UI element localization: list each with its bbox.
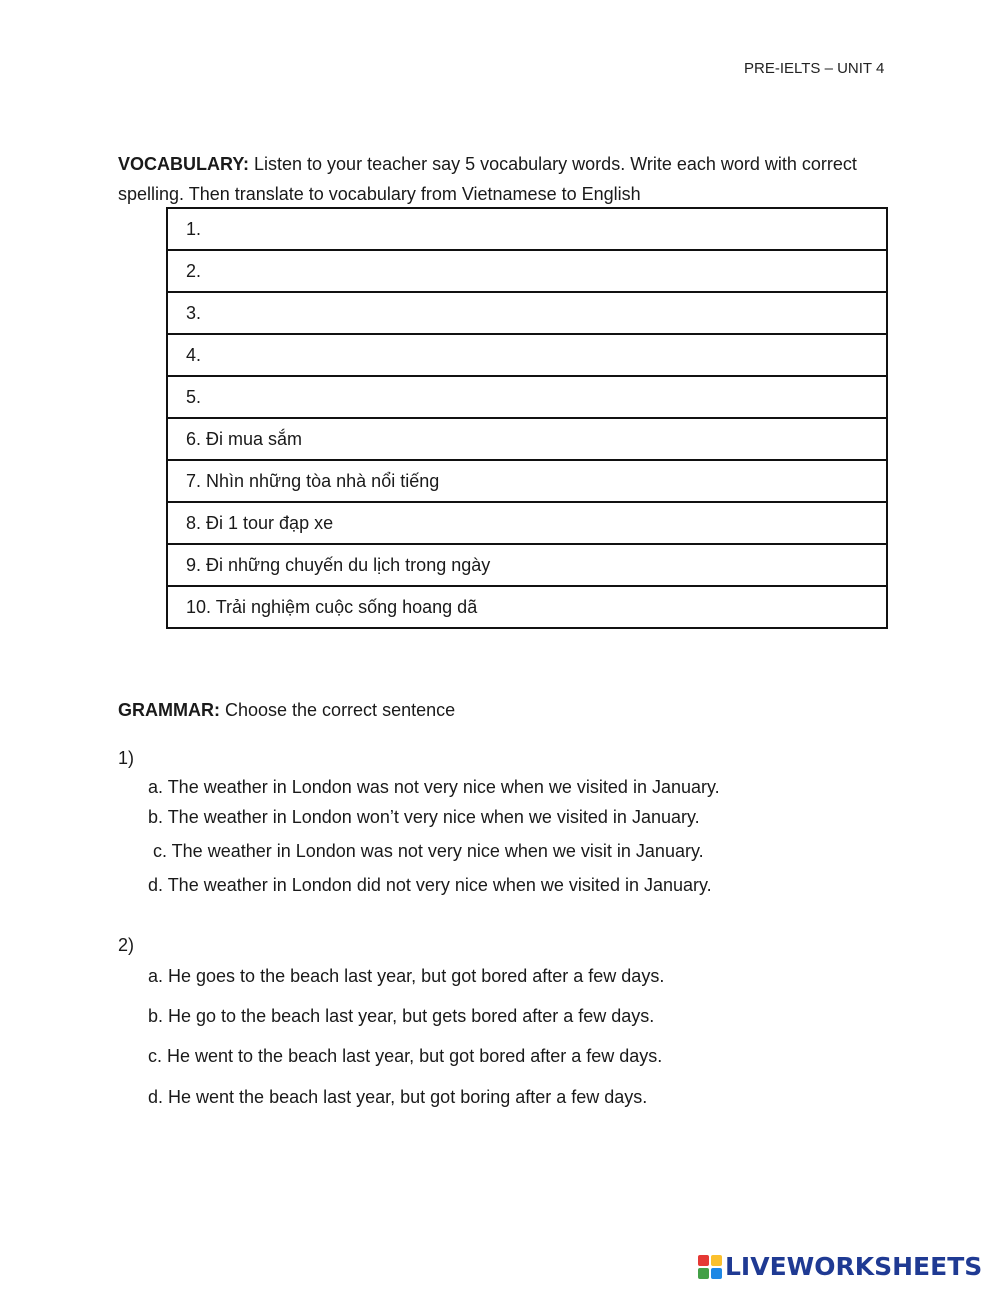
table-row <box>167 208 887 250</box>
grammar-instructions-text: Choose the correct sentence <box>219 700 456 720</box>
vocab-cell-10[interactable]: 10. Trải nghiệm cuộc sống hoang dã <box>167 586 887 628</box>
table-row <box>167 334 887 376</box>
grammar-heading: GRAMMAR: <box>118 700 220 720</box>
table-row <box>167 418 887 460</box>
vocabulary-heading: VOCABULARY: <box>118 154 249 174</box>
vocab-cell-7[interactable]: 7. Nhìn những tòa nhà nổi tiếng <box>167 460 887 502</box>
liveworksheets-logo <box>698 1252 982 1281</box>
table-row <box>167 376 887 418</box>
table-row <box>167 544 887 586</box>
logo-mark-icon <box>698 1255 722 1279</box>
vocab-cell-1[interactable]: 1. <box>167 208 887 250</box>
question-1-option-c[interactable]: c. The weather in London was not very nice when we visit in January. <box>153 841 704 861</box>
table-row <box>167 292 887 334</box>
vocab-cell-4[interactable]: 4. <box>167 334 887 376</box>
question-2-option-d[interactable]: d. He went the beach last year, but got boring after a few days. <box>148 1087 648 1107</box>
vocab-cell-6[interactable]: 6. Đi mua sắm <box>167 418 887 460</box>
vocabulary-table <box>166 207 888 629</box>
logo-mark-red <box>698 1255 709 1266</box>
grammar-instructions <box>118 700 455 721</box>
question-1-option-d[interactable]: d. The weather in London did not very nice when we visited in January. <box>148 875 712 895</box>
logo-mark-yellow <box>711 1255 722 1266</box>
vocab-cell-5[interactable]: 5. <box>167 376 887 418</box>
logo-mark-green <box>698 1268 709 1279</box>
vocab-cell-8[interactable]: 8. Đi 1 tour đạp xe <box>167 502 887 544</box>
vocabulary-instructions-text: Listen to your teacher say 5 vocabulary words. Write each word with correct spelling. Then translate to vocabulary from Vietnamese to English <box>118 154 857 204</box>
table-row <box>167 250 887 292</box>
vocabulary-instructions <box>118 149 878 209</box>
question-2-option-b[interactable]: b. He go to the beach last year, but gets bored after a few days. <box>148 1006 655 1026</box>
question-2-number: 2) <box>118 935 135 955</box>
question-2-option-c[interactable]: c. He went to the beach last year, but got bored after a few days. <box>148 1046 663 1066</box>
question-1-option-b[interactable]: b. The weather in London won’t very nice when we visited in January. <box>148 807 700 827</box>
logo-text: LIVEWORKSHEETS <box>725 1252 983 1281</box>
table-row <box>167 460 887 502</box>
question-1-number: 1) <box>118 748 135 768</box>
table-row <box>167 502 887 544</box>
table-row <box>167 586 887 628</box>
unit-header: PRE-IELTS – UNIT 4 <box>744 60 885 77</box>
vocab-cell-2[interactable]: 2. <box>167 250 887 292</box>
question-2-option-a[interactable]: a. He goes to the beach last year, but got bored after a few days. <box>148 966 665 986</box>
vocab-cell-9[interactable]: 9. Đi những chuyến du lịch trong ngày <box>167 544 887 586</box>
logo-mark-blue <box>711 1268 722 1279</box>
question-1-option-a[interactable]: a. The weather in London was not very nice when we visited in January. <box>148 777 720 797</box>
vocab-cell-3[interactable]: 3. <box>167 292 887 334</box>
